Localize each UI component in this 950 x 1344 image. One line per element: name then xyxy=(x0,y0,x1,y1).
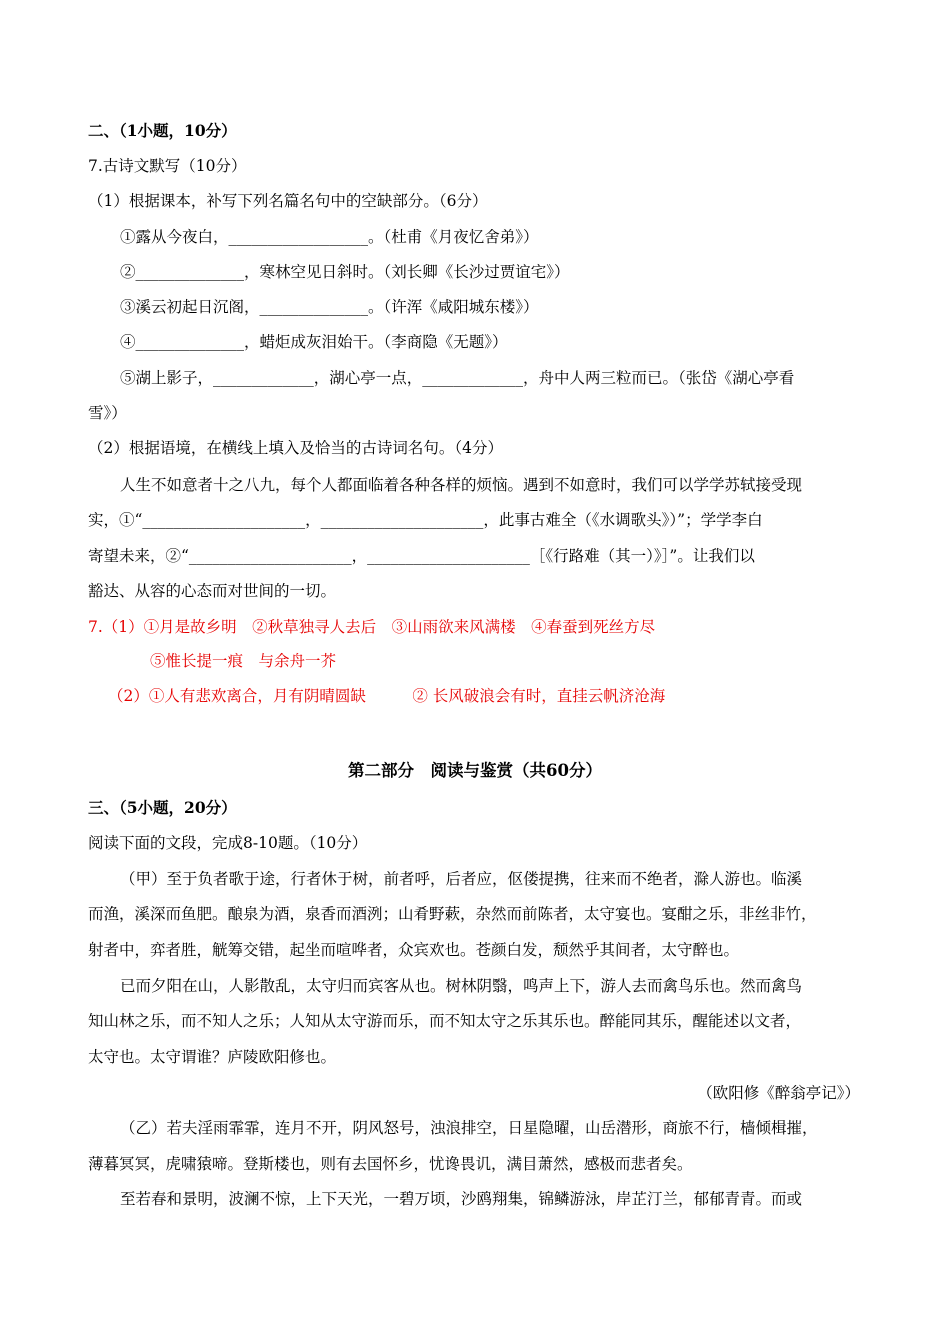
fill-item: ②______________，寒林空见日斜时。（刘长卿《长沙过贾谊宅》） xyxy=(120,263,570,281)
passage-line: 豁达、从容的心态而对世间的一切。 xyxy=(88,582,337,600)
fill-item: ①露从今夜白，__________________。（杜甫《月夜忆舍弟》） xyxy=(120,228,539,246)
part-title: 第二部分 阅读与鉴赏（共60分） xyxy=(348,761,602,780)
fill-item: ⑤湖上影子，_____________，湖心亭一点，_____________，舟中人两三粒而已。（张岱《湖心亭看 xyxy=(120,369,795,387)
section-heading: 二、（1小题，10分） xyxy=(88,121,237,140)
part2-intro: （2）根据语境，在横线上填入及恰当的古诗词名句。（4分） xyxy=(88,439,503,457)
fill-item-continuation: 雪》） xyxy=(88,404,127,422)
answer-line: ⑤惟长提一痕 与余舟一芥 xyxy=(150,652,337,670)
passage-line: 寄望未来，②“_____________________，_____________________［《行路难（其一）》］”。让我们以 xyxy=(88,547,755,565)
fill-item: ③溪云初起日沉阁，______________。（许浑《咸阳城东楼》） xyxy=(120,298,539,316)
fill-item: ④______________，蜡炬成灰泪始干。（李商隐《无题》） xyxy=(120,333,508,351)
jia2-line: 已而夕阳在山，人影散乱，太守归而宾客从也。树林阴翳，鸣声上下，游人去而禽鸟乐也。然而禽鸟 xyxy=(120,977,803,995)
jia2-line: 太守也。太守谓谁？庐陵欧阳修也。 xyxy=(88,1048,337,1066)
jia-line: （甲）至于负者歌于途，行者休于树，前者呼，后者应，伛偻提携，往来而不绝者，滁人游也。临溪 xyxy=(120,870,803,888)
question-title: 7.古诗文默写（10分） xyxy=(88,157,247,175)
yi-line: 薄暮冥冥，虎啸猿啼。登斯楼也，则有去国怀乡，忧谗畏讥，满目萧然，感极而悲者矣。 xyxy=(88,1155,693,1173)
jia-line: 而渔，溪深而鱼肥。酿泉为酒，泉香而酒洌；山肴野蔌，杂然而前陈者，太守宴也。宴酣之乐，非丝非竹， xyxy=(88,905,817,923)
reading-intro: 阅读下面的文段，完成8-10题。（10分） xyxy=(88,834,368,852)
passage-line: 人生不如意者十之八九，每个人都面临着各种各样的烦恼。遇到不如意时，我们可以学学苏轼接受现 xyxy=(120,476,803,494)
part1-intro: （1）根据课本，补写下列名篇名句中的空缺部分。（6分） xyxy=(88,192,488,210)
source-citation: （欧阳修《醉翁亭记》） xyxy=(697,1084,860,1102)
section-heading: 三、（5小题，20分） xyxy=(88,798,237,817)
jia2-line: 知山林之乐，而不知人之乐；人知从太守游而乐，而不知太守之乐其乐也。醉能同其乐，醒能述以文者， xyxy=(88,1012,802,1030)
answer-line: 7.（1）①月是故乡明 ②秋草独寻人去后 ③山雨欲来风满楼 ④春蚕到死丝方尽 xyxy=(88,618,656,636)
jia-line: 射者中，弈者胜，觥筹交错，起坐而喧哗者，众宾欢也。苍颜白发，颓然乎其间者，太守醉也。 xyxy=(88,941,740,959)
yi2-line: 至若春和景明，波澜不惊，上下天光，一碧万顷，沙鸥翔集，锦鳞游泳，岸芷汀兰，郁郁青青。而或 xyxy=(120,1190,803,1208)
passage-line: 实，①“_____________________，_____________________，此事古难全（《水调歌头》）”；学学李白 xyxy=(88,511,763,529)
answer-line: （2）①人有悲欢离合，月有阴晴圆缺 ② 长风破浪会有时，直挂云帆济沧海 xyxy=(108,687,666,705)
yi-line: （乙）若夫淫雨霏霏，连月不开，阴风怒号，浊浪排空，日星隐曜，山岳潜形，商旅不行，樯倾楫摧， xyxy=(120,1119,818,1137)
